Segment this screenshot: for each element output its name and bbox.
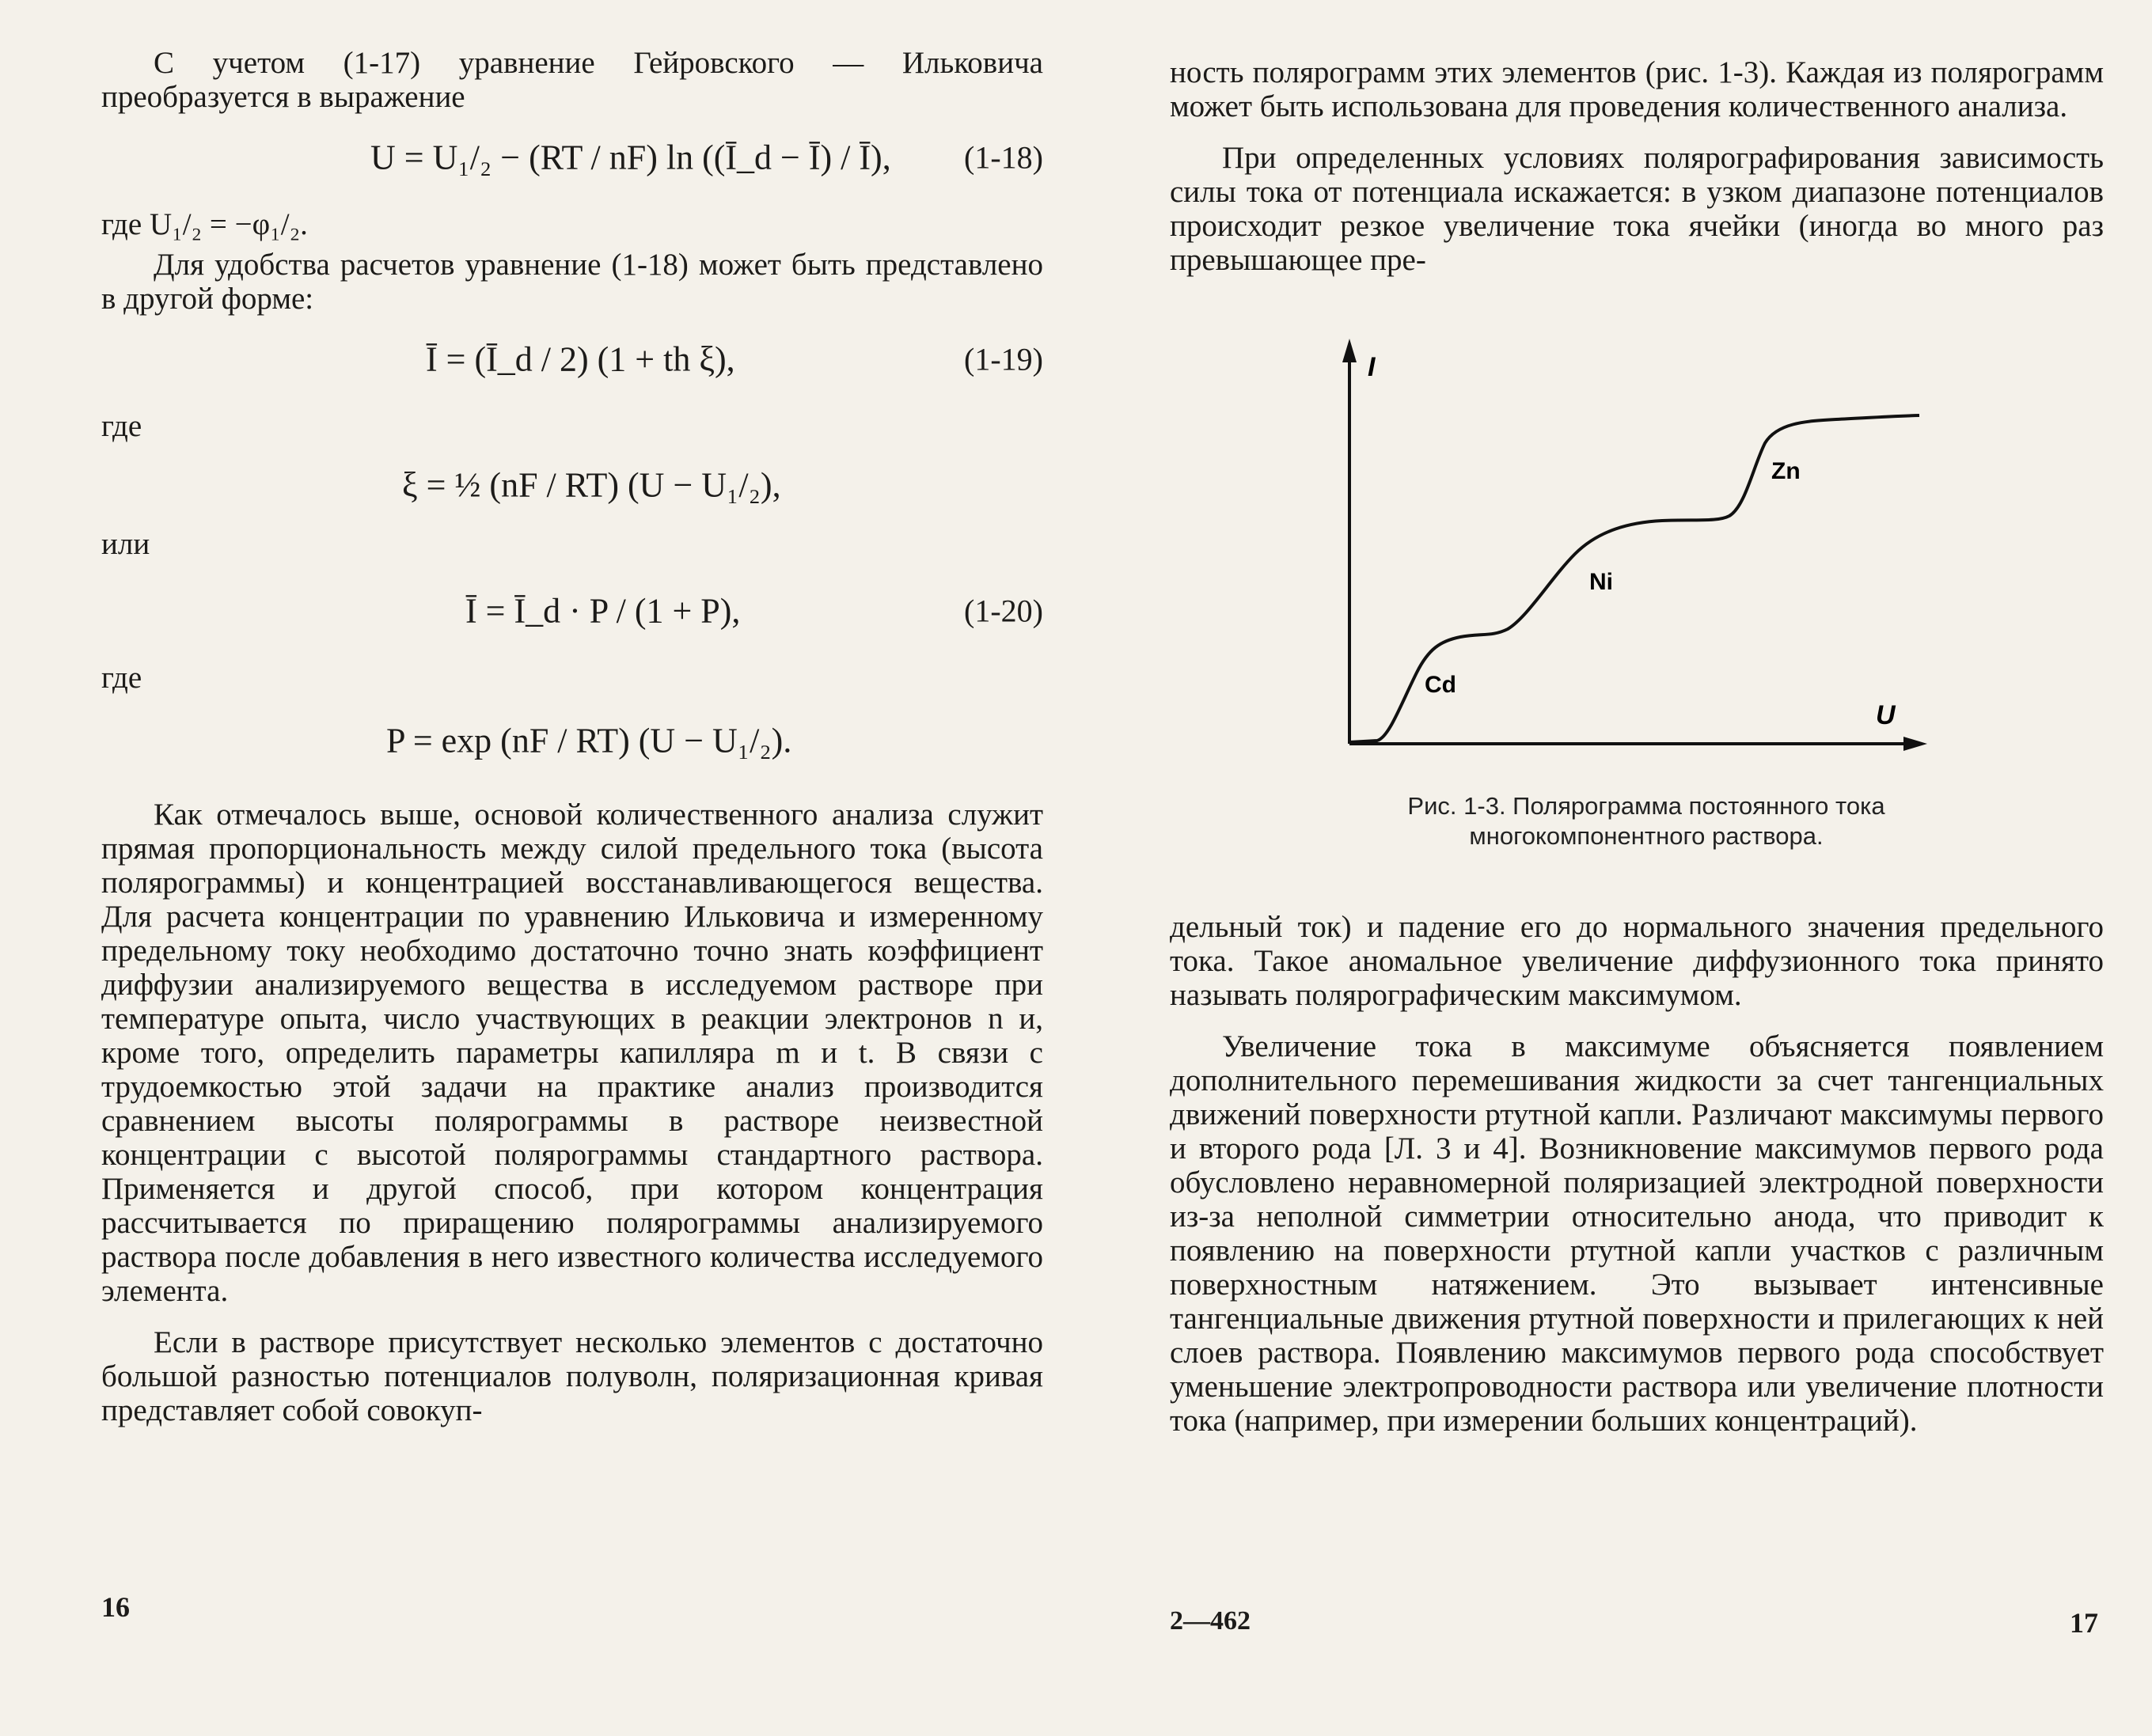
paragraph: Если в растворе присутствует несколько элементов с достаточно большой разностью потенциалов полуволн, поляризационная кривая представляет собой совокуп-: [101, 1325, 1043, 1427]
paragraph: ность полярограмм этих элементов (рис. 1-3). Каждая из полярограмм может быть использована для проведения количественного анализа.: [1170, 55, 2104, 123]
wave-label-cd: Cd: [1425, 672, 1456, 698]
page-number: 16: [101, 1591, 130, 1623]
equation-xi: [101, 449, 1043, 521]
where-word: где: [101, 409, 142, 443]
wave-label-zn: Zn: [1771, 458, 1801, 484]
equation-number: (1-20): [964, 593, 1043, 629]
equation-number: (1-18): [964, 139, 1043, 176]
x-axis-label: U: [1876, 700, 1896, 730]
paragraph: Как отмечалось выше, основой количественного анализа служит прямая пропорциональность между силой предельного тока (высота полярограммы) и концентрацией восстанавливающегося вещества. Для расчета концентрации по уравнению Ильковича и измеренному предельному току необходимо достаточно точно знать коэффициент диффузии анализируемого вещества в исследуемом растворе при температуре опыта, число участвующих в реакции электронов n и, кроме того, определить параметры капилляра m и t. В связи с трудоемкостью этой задачи на практике анализ производится сравнением высоты полярограммы в растворе неизвестной концентрации с высотой полярограммы стандартного раствора. Применяется и другой способ, при котором концентрация рассчитывается по приращению полярограммы анализируемого раствора после добавления в него известного количества исследуемого элемента.: [101, 798, 1043, 1308]
right-column-top: [1170, 55, 2104, 277]
equation-formula: ξ = ½ (nF / RT) (U − U₁/₂),: [402, 465, 781, 505]
where-clause: где U₁/₂ = −φ₁/₂.: [101, 207, 308, 241]
paragraph: Для удобства расчетов уравнение (1-18) может быть представлено в другой форме:: [101, 248, 1043, 316]
equation-1-19: [101, 316, 1043, 403]
figure-caption: Рис. 1-3. Полярограмма постоянного тока многокомпонентного раствора.: [1407, 792, 1885, 850]
equation-1-20: [101, 567, 1043, 654]
equation-formula: Ī = Ī_d · P / (1 + P),: [465, 591, 741, 631]
right-page: [1076, 0, 2152, 1736]
equation-formula: P = exp (nF / RT) (U − U₁/₂).: [386, 721, 792, 760]
equation-p: [101, 701, 1043, 780]
where-word: где: [101, 661, 142, 695]
equation-1-18: [101, 114, 1043, 201]
paragraph: С учетом (1-17) уравнение Гейровского — Ильковича преобразуется в выражение: [101, 46, 1043, 114]
y-axis-label: I: [1368, 352, 1376, 382]
equation-formula: Ī = (Ī_d / 2) (1 + th ξ),: [426, 339, 735, 379]
paragraph: дельный ток) и падение его до нормального значения предельного тока. Такое аномальное увеличение диффузионного тока принято называть полярографическим максимумом.: [1170, 910, 2104, 1012]
x-axis-arrow: [1903, 737, 1927, 751]
equation-formula: U = U₁/₂ − (RT / nF) ln ((Ī_d − Ī) / Ī),: [370, 138, 891, 177]
paragraph: При определенных условиях полярографирования зависимость силы тока от потенциала искажается: в узком диапазоне потенциалов происходит резкое увеличение тока ячейки (иногда во много раз превышающее пре-: [1170, 141, 2104, 277]
equation-number: (1-19): [964, 341, 1043, 377]
paragraph: Увеличение тока в максимуме объясняется появлением дополнительного перемешивания жидкости за счет тангенциальных движений поверхности ртутной капли. Различают максимумы первого и второго рода [Л. 3 и 4]. Возникновение максимумов первого рода обусловлено неравномерной поляризацией электродной поверхности из-за неполной симметрии относительно анода, что приводит к появлению на поверхности ртутной капли участков с различным поверхностным натяжением. Это вызывает интенсивные тангенциальные движения ртутной поверхности и прилегающих к ней слоев раствора. Появлению максимумов первого рода способствует уменьшение электропроводности раствора или увеличение плотности тока (например, при измерении больших концентраций).: [1170, 1029, 2104, 1438]
or-word: или: [101, 527, 150, 561]
signature-mark: 2—462: [1170, 1606, 1251, 1636]
wave-label-ni: Ni: [1589, 569, 1613, 595]
polarogram-figure: [1322, 332, 1955, 775]
page-number: 17: [2070, 1607, 2098, 1639]
left-column: [101, 46, 1043, 1427]
right-column-bottom: [1170, 910, 2104, 1438]
y-axis-arrow: [1342, 339, 1357, 362]
